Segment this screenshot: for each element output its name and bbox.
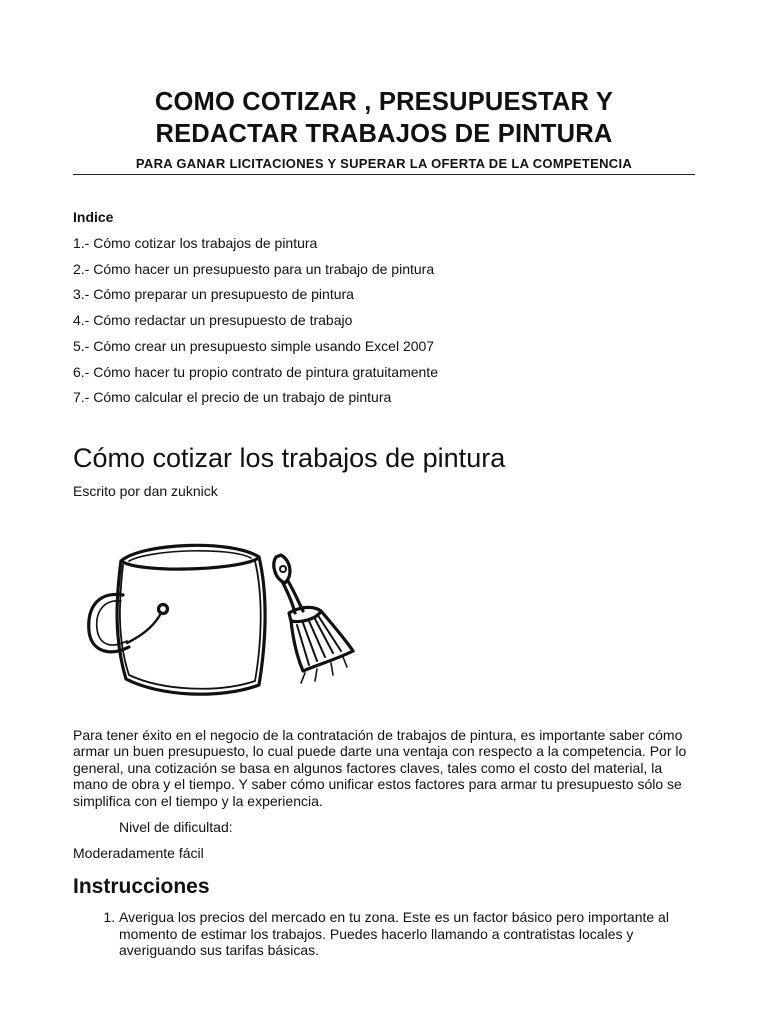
- title-line-2: REDACTAR TRABAJOS DE PINTURA: [155, 120, 613, 148]
- difficulty-value: Moderadamente fácil: [73, 845, 204, 862]
- intro-paragraph: Para tener éxito en el negocio de la contratación de trabajos de pintura, es importante saber cómo armar un buen presupuesto, lo cual puede darte una ventaja con respecto a la competencia. Por lo general, una cotización se basa en algunos factores claves, tales como el costo del material, la mano de obra y el tiempo. Y saber cómo unificar estos factores para armar tu presupuesto sólo se simplifica con el tiempo y la experiencia.: [73, 726, 687, 809]
- instructions-list: [73, 909, 695, 959]
- document-title: [73, 0, 695, 150]
- author-byline: Escrito por dan zuknick: [73, 482, 218, 499]
- index-item: 7.- Cómo calcular el precio de un trabajo de pintura: [73, 389, 392, 406]
- instructions-heading: Instrucciones: [73, 875, 210, 899]
- instruction-step: 1. Averigua los precios del mercado en tu zona. Este es un factor básico pero importante al momento de estimar los trabajos. Puedes hacerlo llamando a contratistas locales y averiguando sus tarifas básicas.: [119, 909, 695, 959]
- index-list: [73, 231, 695, 411]
- index-item: 5.- Cómo crear un presupuesto simple usando Excel 2007: [73, 337, 435, 354]
- section-title: Cómo cotizar los trabajos de pintura: [73, 442, 506, 473]
- index-heading: Indice: [73, 209, 114, 225]
- title-line-1: COMO COTIZAR , PRESUPUESTAR Y: [154, 88, 614, 116]
- document-page: [73, 0, 695, 959]
- index-item: 4.- Cómo redactar un presupuesto de trabajo: [73, 312, 353, 329]
- index-item: 3.- Cómo preparar un presupuesto de pintura: [73, 286, 354, 303]
- index-item: 1.- Cómo cotizar los trabajos de pintura: [73, 235, 318, 251]
- difficulty-label: Nivel de dificultad:: [119, 819, 233, 836]
- index-item: 2.- Cómo hacer un presupuesto para un trabajo de pintura: [73, 260, 435, 277]
- paint-bucket-and-brush-icon: [81, 539, 371, 699]
- document-subtitle: PARA GANAR LICITACIONES Y SUPERAR LA OFERTA DE LA COMPETENCIA: [73, 156, 695, 175]
- index-item: 6.- Cómo hacer tu propio contrato de pintura gratuitamente: [73, 363, 438, 380]
